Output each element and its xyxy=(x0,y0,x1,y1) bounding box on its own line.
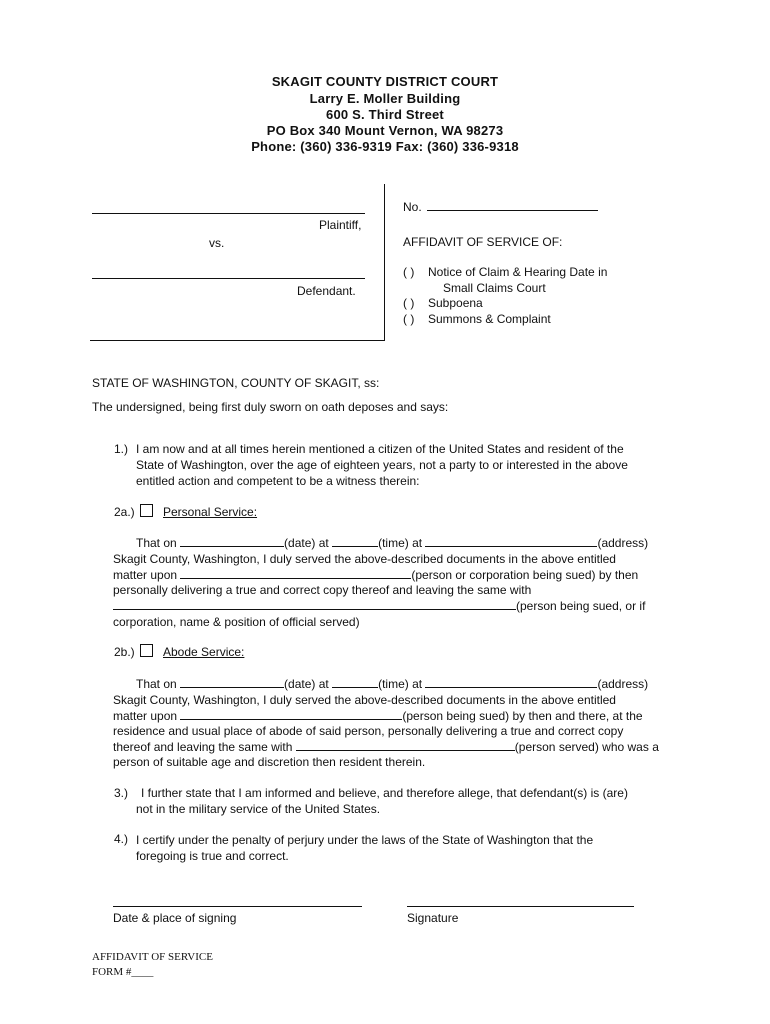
phone-fax: Phone: (360) 336-9319 Fax: (360) 336-9318 xyxy=(251,139,519,154)
para-3-text: I further state that I am informed and believe, and therefore allege, that defendant(s) is (are) not in the military service of the United States. xyxy=(136,786,628,816)
para-4-text: I certify under the penalty of perjury under the laws of the State of Washington that the foregoing is true and correct. xyxy=(136,833,594,863)
p2b-line-5: thereof and leaving the same with (person served) who was a xyxy=(113,740,659,754)
case-number-label: No. xyxy=(403,200,422,214)
p2b-line-3: matter upon (person being sued) by then and there, at the xyxy=(113,709,643,723)
p2a-line-1: That on (date) at (time) at (address) xyxy=(136,536,649,550)
caption-divider xyxy=(384,184,385,340)
defendant-line xyxy=(92,278,365,279)
option-mark-notice: ( ) xyxy=(403,265,415,279)
p2a-date-blank[interactable] xyxy=(180,535,284,547)
footer-title: AFFIDAVIT OF SERVICE xyxy=(92,951,213,963)
option-notice-cont: Small Claims Court xyxy=(443,281,546,295)
para-4-number: 4.) xyxy=(114,832,129,846)
court-name: SKAGIT COUNTY DISTRICT COURT xyxy=(271,74,499,89)
para-2a-number: 2a.) xyxy=(114,505,135,519)
street-address: 600 S. Third Street xyxy=(326,107,444,122)
p2a-line-5: (person being sued, or if xyxy=(113,598,645,614)
personal-service-title: Personal Service: xyxy=(163,505,258,519)
para-2b-number: 2b.) xyxy=(114,645,135,659)
abode-service-checkbox[interactable] xyxy=(140,644,153,657)
plaintiff-line xyxy=(92,213,365,214)
plaintiff-label: Plaintiff, xyxy=(319,218,362,232)
p2b-time-blank[interactable] xyxy=(332,676,378,688)
signature-line[interactable] xyxy=(407,906,634,907)
p2b-recipient-blank[interactable] xyxy=(296,739,515,751)
personal-service-checkbox[interactable] xyxy=(140,504,153,517)
p2b-address-blank[interactable] xyxy=(425,676,597,688)
p2b-line-2: Skagit County, Washington, I duly served the above-described documents in the above entitled xyxy=(113,693,616,707)
oath-intro: The undersigned, being first duly sworn on oath deposes and says: xyxy=(92,400,449,414)
para-3-number: 3.) xyxy=(114,786,129,800)
defendant-label: Defendant. xyxy=(297,284,356,298)
p2a-line-4: personally delivering a true and correct copy thereof and leaving the same with xyxy=(113,583,532,597)
p2a-time-blank[interactable] xyxy=(332,535,378,547)
para-1-text: I am now and at all times herein mentioned a citizen of the United States and resident of the State of Washington, over the age of eighteen years, not a party to or interested in the above entitled action and competent to be a witness therein: xyxy=(136,442,628,488)
p2a-recipient-blank[interactable] xyxy=(113,598,516,610)
p2b-party-blank[interactable] xyxy=(180,708,402,720)
option-mark-subpoena: ( ) xyxy=(403,296,415,310)
venue-statement: STATE OF WASHINGTON, COUNTY OF SKAGIT, ss: xyxy=(92,376,380,390)
p2b-date-blank[interactable] xyxy=(180,676,284,688)
p2b-line-1: That on (date) at (time) at (address) xyxy=(136,677,649,691)
para-1-number: 1.) xyxy=(114,442,129,456)
p2a-line-6: corporation, name & position of official served) xyxy=(113,615,360,629)
p2b-line-4: residence and usual place of abode of said person, personally delivering a true and correct copy xyxy=(113,724,624,738)
p2b-line-6: person of suitable age and discretion then resident therein. xyxy=(113,755,426,769)
footer-form-number: FORM #____ xyxy=(92,966,154,978)
po-box: PO Box 340 Mount Vernon, WA 98273 xyxy=(266,123,504,138)
vs-label: vs. xyxy=(209,236,225,250)
p2a-line-3: matter upon (person or corporation being sued) by then xyxy=(113,568,639,582)
date-place-label: Date & place of signing xyxy=(113,911,237,925)
p2a-address-blank[interactable] xyxy=(425,535,597,547)
case-number-line xyxy=(427,210,598,211)
option-notice-of-claim: Notice of Claim & Hearing Date in xyxy=(428,265,608,279)
caption-bottom-line xyxy=(90,340,385,341)
abode-service-title: Abode Service: xyxy=(163,645,245,659)
option-mark-summons: ( ) xyxy=(403,312,415,326)
option-summons: Summons & Complaint xyxy=(428,312,551,326)
date-place-line[interactable] xyxy=(113,906,362,907)
p2a-party-blank[interactable] xyxy=(180,567,411,579)
building-name: Larry E. Moller Building xyxy=(309,91,461,106)
signature-label: Signature xyxy=(407,911,459,925)
affidavit-of-label: AFFIDAVIT OF SERVICE OF: xyxy=(403,235,563,249)
option-subpoena: Subpoena xyxy=(428,296,483,310)
p2a-line-2: Skagit County, Washington, I duly served the above-described documents in the above entitled xyxy=(113,552,616,566)
